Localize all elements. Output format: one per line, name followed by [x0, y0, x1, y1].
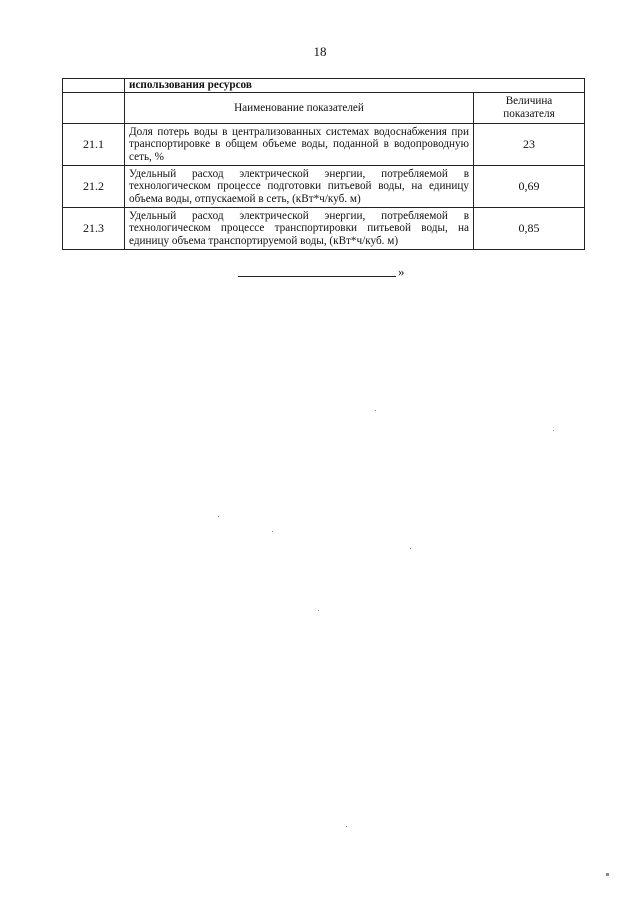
page-number: 18 — [313, 44, 327, 59]
header-num-cell — [63, 93, 125, 124]
row-number: 21.1 — [63, 124, 125, 166]
indicators-table — [62, 78, 585, 250]
closing-underline — [238, 276, 396, 277]
row-value: 0,85 — [474, 208, 585, 250]
closing-mark — [238, 262, 418, 280]
table-header-row — [63, 93, 585, 124]
row-indicator-name: Удельный расход электрической энергии, потребляемой в технологическом процессе подготовки питьевой воды, на единицу объема воды, отпускаемой в сеть, (кВт*ч/куб. м) — [125, 166, 474, 208]
scan-speck — [272, 531, 273, 532]
scan-speck — [410, 548, 411, 549]
table-row — [63, 208, 585, 250]
scan-speck — [346, 826, 347, 827]
header-value — [474, 93, 585, 124]
section-empty-cell — [63, 79, 125, 93]
scan-speck — [375, 410, 376, 411]
row-indicator-name: Доля потерь воды в централизованных системах водоснабжения при транспортировке в общем объеме воды, поданной в водопроводную сеть, % — [125, 124, 474, 166]
header-value-line2: показателя — [503, 108, 555, 120]
row-value: 23 — [474, 124, 585, 166]
row-indicator-name: Удельный расход электрической энергии, потребляемой в технологическом процессе транспортировки питьевой воды, на единицу объема транспортируемой воды, (кВт*ч/куб. м) — [125, 208, 474, 250]
table-row — [63, 124, 585, 166]
row-value: 0,69 — [474, 166, 585, 208]
scan-speck — [553, 430, 554, 431]
scan-speck — [318, 610, 319, 611]
row-number: 21.2 — [63, 166, 125, 208]
header-value-line1: Величина — [505, 95, 553, 107]
table-row — [63, 166, 585, 208]
scan-speck — [606, 873, 609, 876]
closing-quote: » — [398, 264, 405, 279]
header-name: Наименование показателей — [125, 93, 474, 124]
scan-speck — [218, 516, 219, 517]
row-number: 21.3 — [63, 208, 125, 250]
section-title: использования ресурсов — [125, 79, 585, 93]
section-title-row — [63, 79, 585, 93]
